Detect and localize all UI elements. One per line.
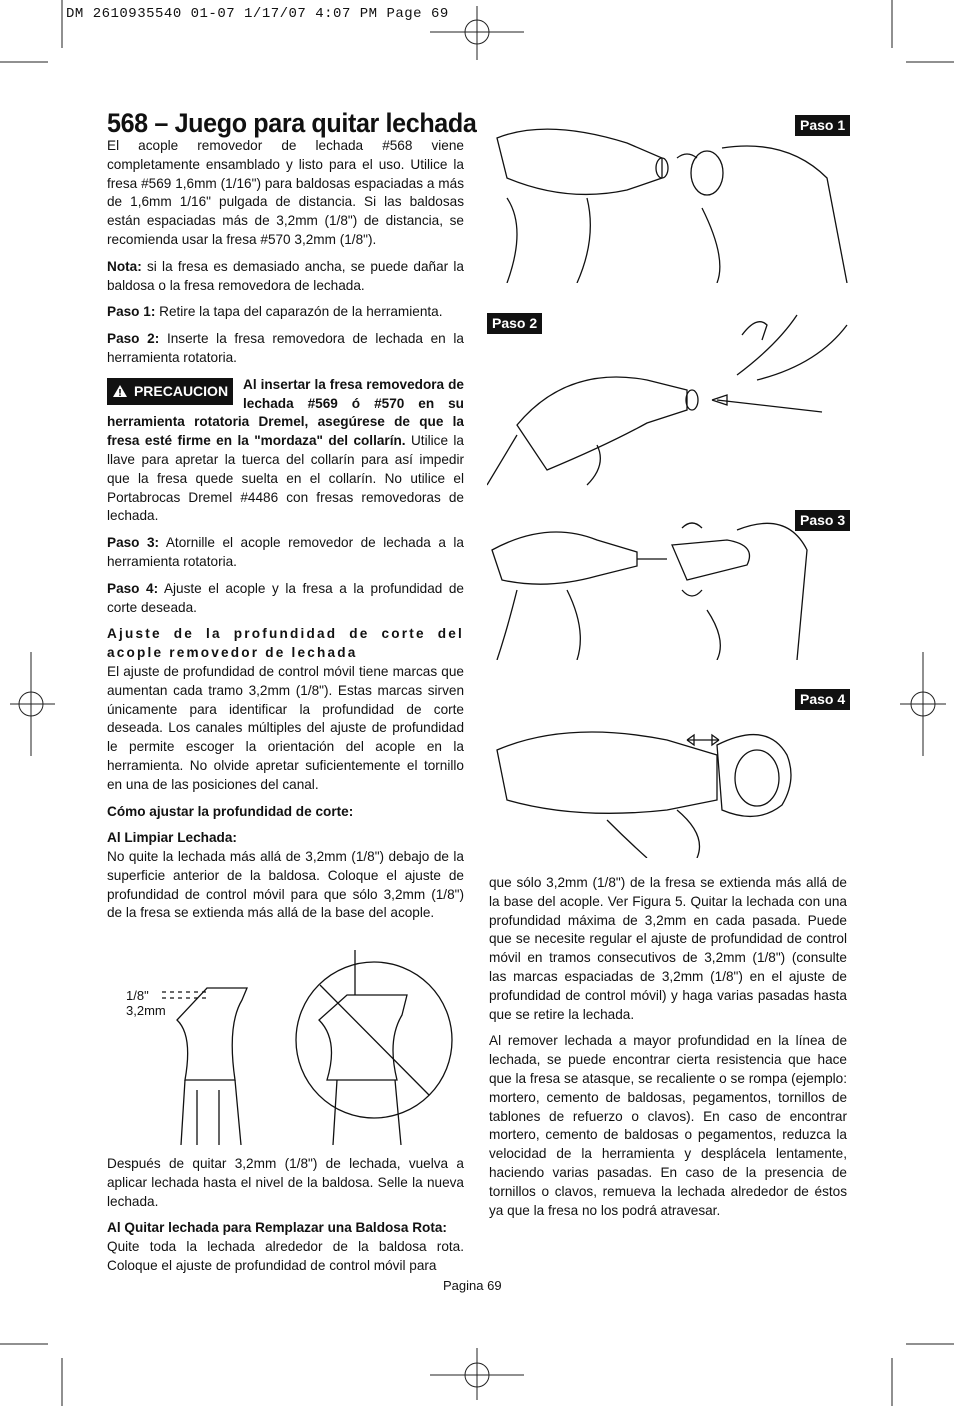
step4-badge: Paso 4	[795, 689, 850, 710]
adjustment-paragraph: El ajuste de profundidad de control móvil tiene marcas que aumentan cada tramo 3,2mm (1/8"). Estas marcas sirven únicamente para identificar la profundidad de corte deseada. Los canales múltiples del ajuste de profundidad le permite escoger la orientación del acople en la herramienta. No olvide apretar suficientemente el tornillo en una de las posiciones del canal.	[107, 663, 464, 792]
step1-paragraph: Paso 1: Retire la tapa del caparazón de la herramienta.	[107, 304, 443, 320]
right-paragraph-1: que sólo 3,2mm (1/8") de la fresa se extienda más allá de la base del acople. Ver Figura 5. Quitar la lechada con una profundidad máxima de 3,2mm en cada pasada. Puede que se necesite regular el ajuste de profundidad de control móvil en tramos consecutivos de 3,2mm (1/8") (consulte las marcas espaciadas de 3,2mm (1/8") en el ajuste de profundidad de control móvil) y haga varias pasadas hasta que se retire la lechada.	[489, 875, 847, 1022]
step2-badge: Paso 2	[487, 313, 542, 334]
cleaning-heading: Al Limpiar Lechada:	[107, 830, 237, 846]
right-paragraph-2: Al remover lechada a mayor profundidad en la línea de lechada, se puede encontrar cierta resistencia que hace que la fresa se atasque, se recaliente o se rompa (ejemplo: mortero, cemento de baldosas, pegamentos, tornillos de tablones de refuerzo o clavos). En caso de encontrar mortero, cemento de baldosas o pegamentos, reduzca la velocidad de la herramienta y desplácela lentamente, haciendo varias pasadas. En caso de la presencia de tornillos o clavos, remueva la lechada alrededor de éstos ya que la fresa no los podrá atravesar.	[489, 1033, 847, 1218]
how-to-heading: Cómo ajustar la profundidad de corte:	[107, 803, 354, 819]
warning-paragraph: PRECAUCION Al insertar la fresa removedora de lechada #569 ó #570 en su herramienta rotatoria Dremel, asegúrese de que la fresa esté firme en la "mordaza" del collarín. Utilice la llave para apretar la tuerca del collarín para así impedir que la fresa quede suelta en el collarín. No utilice el Portabrocas Dremel #4486 con fresas removedoras de lechada.	[107, 376, 464, 524]
left-column	[107, 137, 464, 931]
after-paragraph: Después de quitar 3,2mm (1/8") de lechada, vuelva a aplicar lechada hasta el nivel de la baldosa. Selle la nueva lechada.	[107, 1156, 464, 1209]
intro-paragraph: El acople removedor de lechada #568 viene completamente ensamblado y listo para el uso. Utilice la fresa #569 1,6mm (1/16") para baldosas espaciadas a más de 1,6mm 1/16" pulgada de distancia. Si las baldosas están espaciadas más de 3,2mm (1/8") de distancia, se recomienda usar la fresa #570 3,2mm (1/8").	[107, 138, 464, 247]
depth-illustration	[107, 940, 467, 1145]
step2-paragraph: Paso 2: Inserte la fresa removedora de lechada en la herramienta rotatoria.	[107, 331, 464, 365]
step4-illustration	[487, 700, 849, 858]
page-number: Pagina 69	[443, 1278, 502, 1293]
depth-label-mm: 3,2mm	[126, 1003, 166, 1018]
note-paragraph: Nota: si la fresa es demasiado ancha, se puede dañar la baldosa o la fresa removedora de lechada.	[107, 258, 464, 293]
depth-figure	[107, 940, 467, 1145]
right-column	[489, 874, 847, 1228]
step4-paragraph: Paso 4: Ajuste el acople y la fresa a la profundidad de corte deseada.	[107, 580, 464, 615]
step3-badge: Paso 3	[795, 510, 850, 531]
print-header: DM 2610935540 01-07 1/17/07 4:07 PM Page 69	[66, 6, 449, 22]
broken-tile-heading: Al Quitar lechada para Remplazar una Baldosa Rota:	[107, 1220, 447, 1236]
warning-triangle-icon	[112, 384, 128, 398]
step3-illustration	[487, 510, 849, 660]
adjustment-heading: Ajuste de la profundidad de corte del acople removedor de lechada	[107, 626, 464, 661]
step2-illustration	[487, 305, 849, 495]
step1-badge: Paso 1	[795, 115, 850, 136]
step1-illustration	[487, 118, 849, 283]
step3-paragraph: Paso 3: Atornille el acople removedor de lechada a la herramienta rotatoria.	[107, 535, 464, 569]
warning-badge: PRECAUCION	[107, 378, 233, 405]
depth-label-inch: 1/8"	[126, 988, 149, 1003]
page-title: 568 – Juego para quitar lechada	[107, 108, 477, 138]
broken-tile-paragraph: Quite toda la lechada alrededor de la baldosa rota. Coloque el ajuste de profundidad de control móvil para	[107, 1239, 464, 1273]
cleaning-paragraph: No quite la lechada más allá de 3,2mm (1/8") debajo de la superficie anterior de la baldosa. Coloque el ajuste de profundidad de control móvil para que sólo 3,2mm (1/8") de la fresa se extienda más allá de la base del acople.	[107, 849, 464, 921]
left-column-bottom	[107, 1155, 464, 1284]
